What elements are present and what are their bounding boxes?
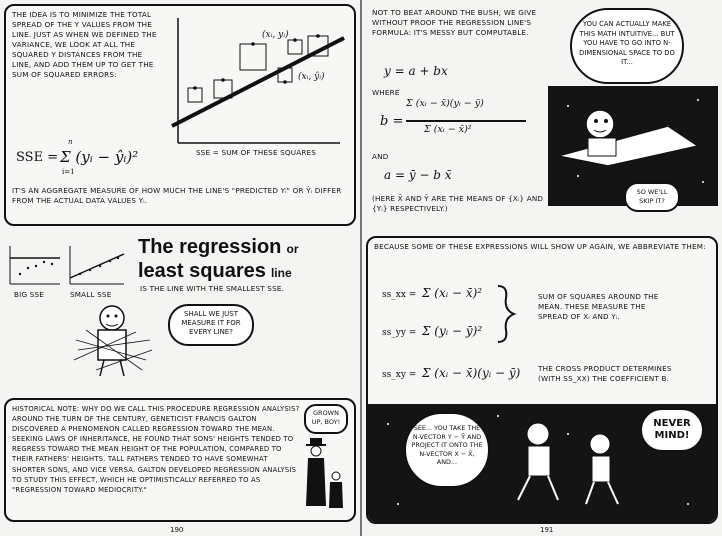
headline-least-squares: least squares bbox=[138, 260, 266, 282]
historical-note-text: HISTORICAL NOTE: WHY DO WE CALL THIS PROCEDURE REGRESSION ANALYSIS? AROUND THE TURN OF THE CENTURY, GENETICIST FRANCIS GALTON DISCOVERED A PHENOMENON CALLED REGRESSION TOWARD THE MEAN. SEEKING LAWS OF INHERITANCE, HE FOUND THAT SONS' HEIGHTS TENDED TO REGRESS TOWARD THE MEAN HEIGHT OF THE POPULATION, COMPARED TO THEIR FATHERS' HEIGHTS. TALL FATHERS TENDED TO HAVE SOMEWHAT SHORTER SONS, AND VICE VERSA. GALTON DEVELOPED REGRESSION ANALYSIS TO STUDY THIS EFFECT, WHICH HE OPTIMISTICALLY REFERRED TO AS "REGRESSION TOWARD MEDIOCRITY." bbox=[12, 405, 300, 494]
abbreviation-intro: BECAUSE SOME OF THESE EXPRESSIONS WILL SHOW UP AGAIN, WE ABBREVIATE THEM: bbox=[374, 242, 706, 251]
sse-formula bbox=[16, 140, 166, 180]
small-sse-label: SMALL SSE bbox=[70, 290, 112, 299]
headline-subtitle: IS THE LINE WITH THE SMALLEST SSE. bbox=[140, 284, 285, 293]
ss-xx-rhs: Σ (xᵢ − x̄)² bbox=[422, 286, 483, 300]
big-sse-chart bbox=[6, 244, 62, 290]
speech-bubble-intuitive: YOU CAN ACTUALLY MAKE THIS MATH INTUITIVE... BUT YOU HAVE TO GO INTO N-DIMENSIONAL SPACE TO DO IT... bbox=[570, 8, 684, 84]
curly-brace bbox=[494, 284, 518, 344]
means-note: (HERE X̄ AND Ȳ ARE THE MEANS OF {Xᵢ} AND {Yᵢ} RESPECTIVELY.) bbox=[372, 194, 544, 213]
page-gutter bbox=[360, 0, 362, 536]
right-page-number: 191 bbox=[540, 526, 554, 534]
cartoon-measuring-man bbox=[66, 300, 156, 380]
sse-formula-lhs: SSE = bbox=[16, 150, 59, 165]
cross-product-note: THE CROSS PRODUCT DETERMINES (WITH SS_XX) THE COEFFICIENT B. bbox=[538, 364, 672, 383]
formula-a: a = ȳ − b x̄ bbox=[384, 168, 452, 182]
sse-sum-bottom: i=1 bbox=[62, 168, 75, 176]
small-sse-chart bbox=[66, 244, 126, 290]
left-page-number: 190 bbox=[170, 526, 184, 534]
formula-b-numerator: Σ (xᵢ − x̄)(yᵢ − ȳ) bbox=[406, 98, 484, 109]
point-label-predicted: (xᵢ, ŷᵢ) bbox=[298, 72, 325, 82]
ss-xy-lhs: ss_xy = bbox=[382, 370, 417, 380]
speech-bubble-see: SEE... YOU TAKE THE N-VECTOR Y − Ȳ AND PROJECT IT ONTO THE N-VECTOR X − X̄, AND... bbox=[404, 412, 490, 488]
and-label: AND bbox=[372, 152, 389, 161]
galton-father-son-figures bbox=[300, 436, 350, 516]
speech-bubble-never-mind: NEVER MIND! bbox=[640, 408, 704, 452]
big-sse-label: BIG SSE bbox=[14, 290, 44, 299]
regression-formula-intro: NOT TO BEAT AROUND THE BUSH, WE GIVE WITHOUT PROOF THE REGRESSION LINE'S FORMULA: IT'S MESSY BUT COMPUTABLE. bbox=[372, 8, 537, 37]
ss-xx-lhs: ss_xx = bbox=[382, 290, 417, 300]
speech-bubble-grown-up: GROWN UP, BOY! bbox=[304, 404, 348, 434]
speech-bubble-skip: SO WE'LL SKIP IT? bbox=[624, 182, 680, 212]
ss-yy-lhs: ss_yy = bbox=[382, 328, 417, 338]
formula-y-equals-a-plus-bx: y = a + bx bbox=[384, 64, 448, 78]
point-label-actual: (xᵢ, yᵢ) bbox=[262, 30, 289, 40]
sse-graph-caption: SSE = SUM OF THESE SQUARES bbox=[196, 148, 317, 157]
formula-b-denominator: Σ (xᵢ − x̄)² bbox=[424, 124, 472, 135]
sse-formula-rhs: Σ (yᵢ − ŷᵢ)² bbox=[60, 148, 139, 166]
sum-of-squares-note: SUM OF SQUARES AROUND THE MEAN. THESE MEASURE THE SPREAD OF Xᵢ AND Yᵢ. bbox=[538, 292, 659, 321]
sse-graph bbox=[168, 8, 348, 158]
formula-b bbox=[380, 96, 560, 146]
speech-bubble-measure: SHALL WE JUST MEASURE IT FOR EVERY LINE? bbox=[168, 304, 254, 346]
headline-regression: The regression bbox=[138, 236, 282, 258]
regression-headline bbox=[138, 236, 358, 284]
ss-xy-rhs: Σ (xᵢ − x̄)(yᵢ − ȳ) bbox=[422, 366, 521, 380]
sse-intro-text: THE IDEA IS TO MINIMIZE THE TOTAL SPREAD OF THE Y VALUES FROM THE LINE. JUST AS WHEN WE DEFINED THE VARIANCE, WE LOOK AT ALL THE SQUARED Y DISTANCES FROM THE LINE, AND ADD THEM UP TO GET THE SUM OF SQUARED ERRORS: bbox=[12, 10, 157, 79]
formula-b-fraction-bar bbox=[406, 120, 526, 122]
sse-sum-top: n bbox=[68, 138, 73, 146]
headline-line: line bbox=[270, 266, 292, 280]
aggregate-measure-text: IT'S AN AGGREGATE MEASURE OF HOW MUCH THE LINE'S "PREDICTED Yᵢ" OR Ŷᵢ DIFFER FROM THE ACTUAL DATA VALUES Yᵢ. bbox=[12, 186, 342, 205]
ss-yy-rhs: Σ (yᵢ − ȳ)² bbox=[422, 324, 483, 338]
formula-b-lhs: b = bbox=[380, 114, 404, 129]
headline-or: or bbox=[286, 242, 299, 256]
where-label: WHERE bbox=[372, 88, 400, 97]
